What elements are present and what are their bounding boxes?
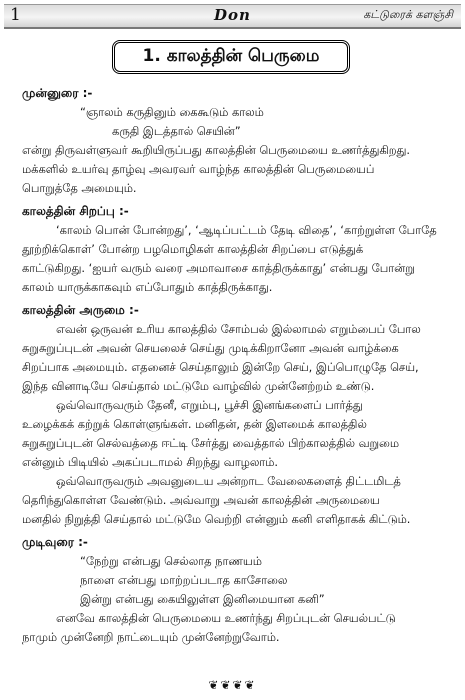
text-line: சிறப்பாக அமையும். எதனைச் செய்தாலும் இன்றே செய், இப்பொழுதே செய், [22,360,419,374]
text-line: மனதில் நிறுத்தி செய்தால் மட்டுமே வெற்றி என்னும் கனி எளிதாகக் கிட்டும். [22,512,411,526]
section-tag: கட்டுரைக் களஞ்சி [363,8,453,21]
text-line: தெரிந்துகொள்ள வேண்டும். அவ்வாறு அவன் காலத்தின் அருமையை [22,493,380,507]
intro-heading: முன்னுரை :- [22,86,93,100]
text-line: மக்களில் உயர்வு தாழ்வு அவரவர் வாழ்ந்த காலத்தின் பெருமையைப் [22,162,375,176]
text-line: காட்டுகிறது. ‘ஐயர் வரும் வரை அமாவாசை காத்திருக்காது’ என்பது போன்று [22,261,415,275]
text-line: எவன் ஒருவன் உரிய காலத்தில் சோம்பல் இல்லாமல் எறும்பைப் போல [56,322,421,336]
text-line: இந்த வினாடியே செய்தால் மட்டுமே வாழ்வில் முன்னேற்றம் உண்டு. [22,379,375,393]
text-line: காலம் யாருக்காகவும் எப்போதும் காத்திருக்காது. [22,280,273,294]
page-title: 1. காலத்தின் பெருமை [112,40,350,74]
text-line: ‘காலம் பொன் போன்றது’, ‘ஆடிப்பட்டம் தேடி விதை’, ‘காற்றுள்ள போதே [56,223,437,237]
text-line: சுறுசுறுப்புடன் அவன் செயலைச் செய்து முடிக்கிறானோ அவன் வாழ்க்கை [22,341,399,355]
text-line: எனவே காலத்தின் பெருமையை உணர்ந்து சிறப்புடன் செயல்பட்டு [56,611,396,625]
text-line: பொறுத்தே அமையும். [22,181,137,195]
page-header [4,4,461,29]
conclusion-quote-line: நாளை என்பது மாற்றப்படாத காசோலை [80,573,288,587]
conclusion-heading: முடிவுரை :- [22,535,88,549]
conclusion-quote-line: இன்று என்பது கையிலுள்ள இனிமையான கனி” [80,592,325,606]
text-line: ஒவ்வொருவரும் தேனீ, எறும்பு, பூச்சி இனங்களைப் பார்த்து [56,398,363,412]
intro-quote-line: கருதி இடத்தால் செயின்” [112,124,241,138]
page-number: 1 [10,5,21,25]
value-heading: காலத்தின் அருமை :- [22,303,139,317]
text-line: உழைக்கக் கற்றுக் கொள்ளுங்கள். மனிதன், தன் இளமைக் காலத்தில் [22,417,367,431]
special-heading: காலத்தின் சிறப்பு :- [22,204,129,218]
essay-body [22,80,449,647]
conclusion-quote-line: “நேற்று என்பது செல்லாத நாணயம் [80,554,262,568]
footer-ornament: ❦❦❦❦ [208,678,257,692]
text-line: என்னும் பிடியில் அகப்படாமல் சிறந்து வாழலாம். [22,455,279,469]
text-line: என்று திருவள்ளுவர் கூறியிருப்பது காலத்தின் பெருமையை உணர்த்துகிறது. [22,143,411,157]
brand-logo: Don [214,6,251,24]
text-line: தூற்றிக்கொள்’ போன்ற பழமொழிகள் காலத்தின் சிறப்பை எடுத்துக் [22,242,364,256]
intro-quote-line: “ஞாலம் கருதினும் கைகூடும் காலம் [80,105,264,119]
text-line: சுறுசுறுப்புடன் செல்வத்தை ஈட்டி சேர்த்து வைத்தால் பிற்காலத்தில் வறுமை [22,436,399,450]
text-line: நாமும் முன்னேறி நாட்டையும் முன்னேற்றுவோம். [22,630,280,644]
text-line: ஒவ்வொருவரும் அவனுடைய அன்றாட வேலைகளைத் திட்டமிடத் [56,474,401,488]
